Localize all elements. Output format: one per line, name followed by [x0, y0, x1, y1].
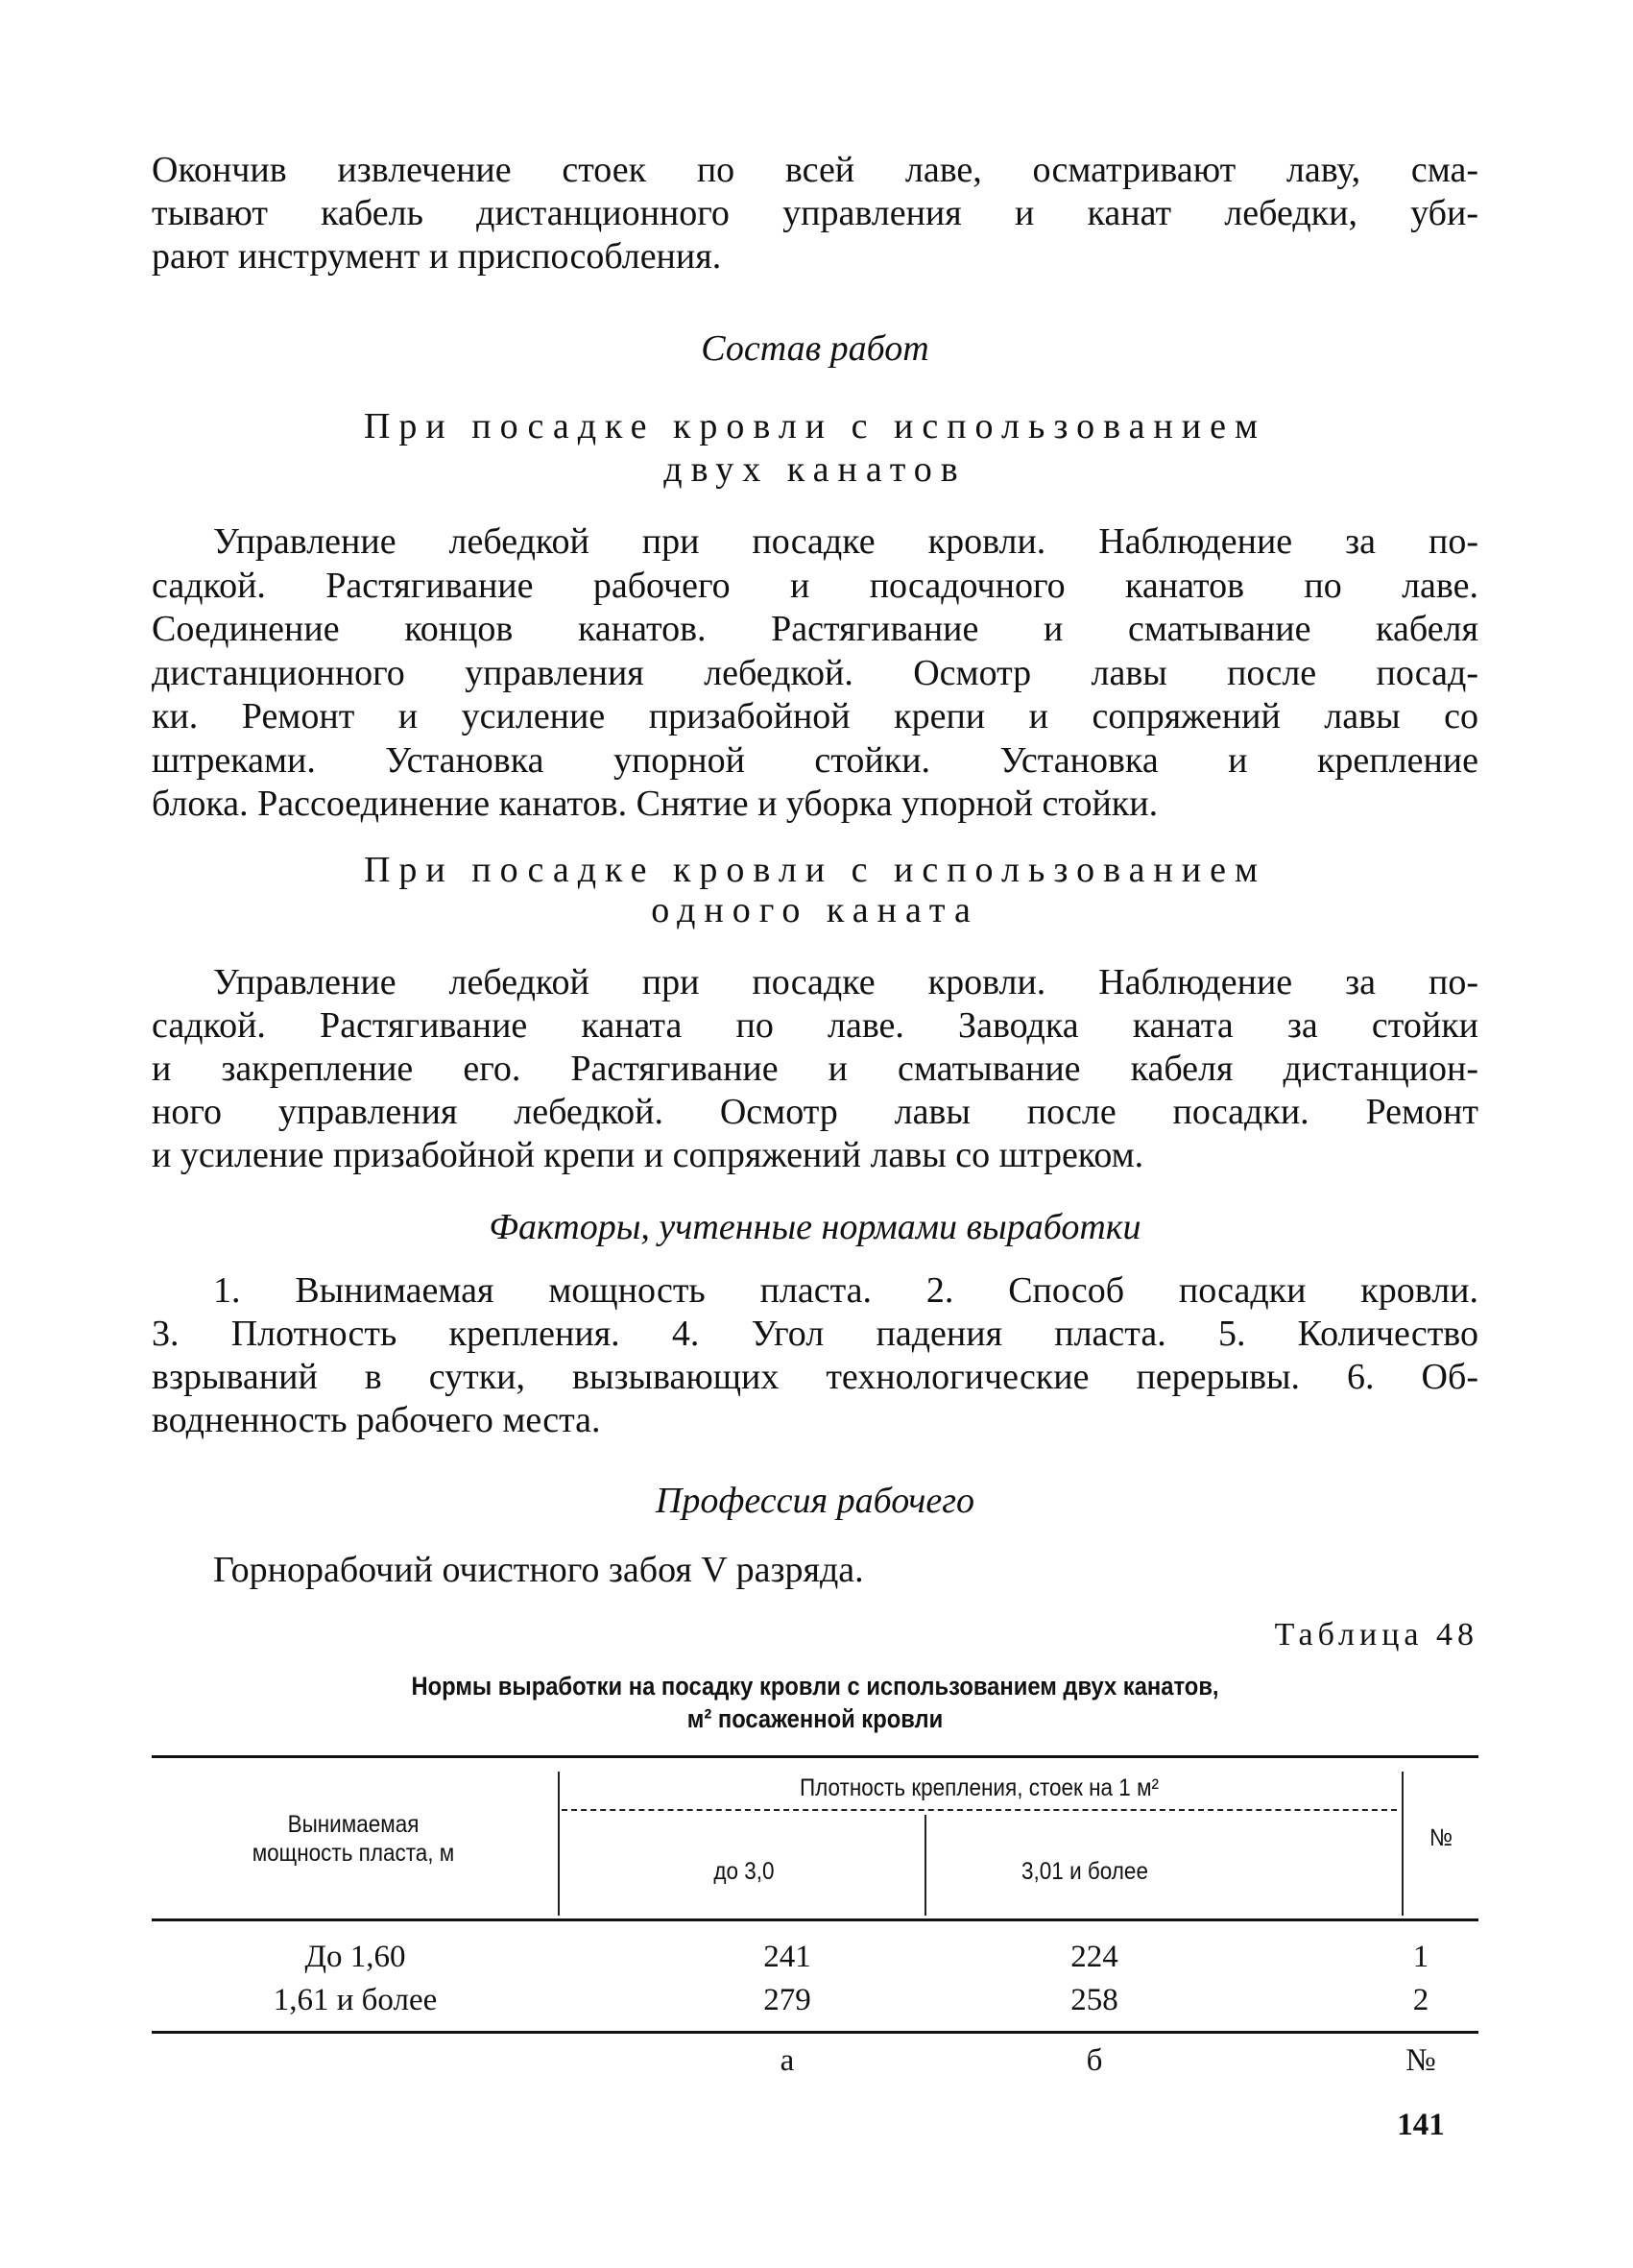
header-line: Вынимаемая — [287, 1811, 420, 1838]
paragraph-line: блока. Рассоединение канатов. Снятие и уборка упорной стойки. — [152, 784, 1159, 824]
subheading: одного каната — [651, 890, 979, 930]
profession-text: Горнорабочий очистного забоя V разряда. — [213, 1550, 864, 1590]
header-group: Плотность крепления, стоек на 1 м² — [799, 1774, 1160, 1801]
table-top-rule — [152, 1755, 1478, 1758]
subheading: При посадке кровли с использованием — [363, 406, 1267, 446]
table-title: Нормы выработки на посадку кровли с использованием двух канатов, — [411, 1672, 1219, 1701]
group-rule — [562, 1809, 1397, 1811]
table-cell-no: 2 — [1412, 1983, 1429, 2017]
column-divider — [558, 1772, 560, 1916]
table-label: Таблица 48 — [1274, 1617, 1478, 1653]
paragraph-line: Управление лебедкой при посадке кровли. Наблюдение за по- — [213, 521, 1478, 562]
paragraph-line: штреками. Установка упорной стойки. Установка и крепление — [152, 739, 1478, 781]
table-cell-b: 258 — [1070, 1983, 1118, 2017]
header-rule — [152, 1918, 1478, 1921]
paragraph-line: садкой. Растягивание рабочего и посадочного канатов по лаве. — [152, 565, 1478, 606]
paragraph-line: Соединение концов канатов. Растягивание и сматывание кабеля — [152, 609, 1478, 649]
section-title: Состав работ — [701, 328, 929, 369]
paragraph-line: ки. Ремонт и усиление призабойной крепи и сопряжений лавы со — [152, 696, 1478, 736]
column-divider — [925, 1815, 926, 1916]
header-line: мощность пласта, м — [252, 1840, 455, 1867]
intro-line: тывают кабель дистанционного управления и канат лебедки, уби- — [152, 193, 1478, 233]
paragraph-line: ного управления лебедкой. Осмотр лавы после посадки. Ремонт — [152, 1092, 1478, 1132]
paragraph-line: и закрепление его. Растягивание и сматывание кабеля дистанцион- — [152, 1049, 1478, 1089]
paragraph-line: 1. Вынимаемая мощность пласта. 2. Способ посадки кровли. — [213, 1270, 1478, 1311]
table-cell-label: 1,61 и более — [273, 1983, 438, 2017]
paragraph-line: взрываний в сутки, вызывающих технологические перерывы. 6. Об- — [152, 1357, 1478, 1397]
subheading: двух канатов — [663, 449, 967, 490]
profession-title: Профессия рабочего — [655, 1481, 975, 1521]
column-divider — [1402, 1772, 1404, 1916]
header-sub-a: до 3,0 — [713, 1858, 775, 1885]
header-sub-b: 3,01 и более — [1021, 1858, 1148, 1885]
table-title: м² посаженной кровли — [686, 1704, 944, 1733]
table-cell-b: 224 — [1070, 1940, 1118, 1974]
factors-title: Факторы, учтенные нормами выработки — [489, 1207, 1141, 1247]
table-cell-a: 241 — [763, 1940, 811, 1974]
header-col1 — [172, 1810, 535, 1868]
page-number: 141 — [1397, 2108, 1445, 2142]
subheading: При посадке кровли с использованием — [363, 850, 1267, 890]
paragraph-line: водненность рабочего места. — [152, 1400, 601, 1440]
table-cell-a: 279 — [763, 1983, 811, 2017]
table-cell-label: До 1,60 — [304, 1940, 406, 1974]
table-cell-no: 1 — [1412, 1940, 1429, 1974]
footer-a: а — [780, 2043, 795, 2078]
footer-no: № — [1405, 2043, 1436, 2078]
paragraph-line: садкой. Растягивание каната по лаве. Заводка каната за стойки — [152, 1005, 1478, 1046]
paragraph-line: 3. Плотность крепления. 4. Угол падения пласта. 5. Количество — [152, 1314, 1478, 1354]
footer-b: б — [1086, 2043, 1103, 2078]
paragraph-line: Управление лебедкой при посадке кровли. Наблюдение за по- — [213, 962, 1478, 1002]
paragraph-line: и усиление призабойной крепи и сопряжений лавы со штреком. — [152, 1135, 1144, 1175]
table-bottom-rule — [152, 2031, 1478, 2034]
intro-line: рают инструмент и приспособления. — [152, 236, 722, 277]
header-no: № — [1429, 1824, 1453, 1851]
intro-line: Окончив извлечение стоек по всей лаве, осматривают лаву, сма- — [152, 150, 1478, 190]
paragraph-line: дистанционного управления лебедкой. Осмотр лавы после посад- — [152, 652, 1478, 693]
